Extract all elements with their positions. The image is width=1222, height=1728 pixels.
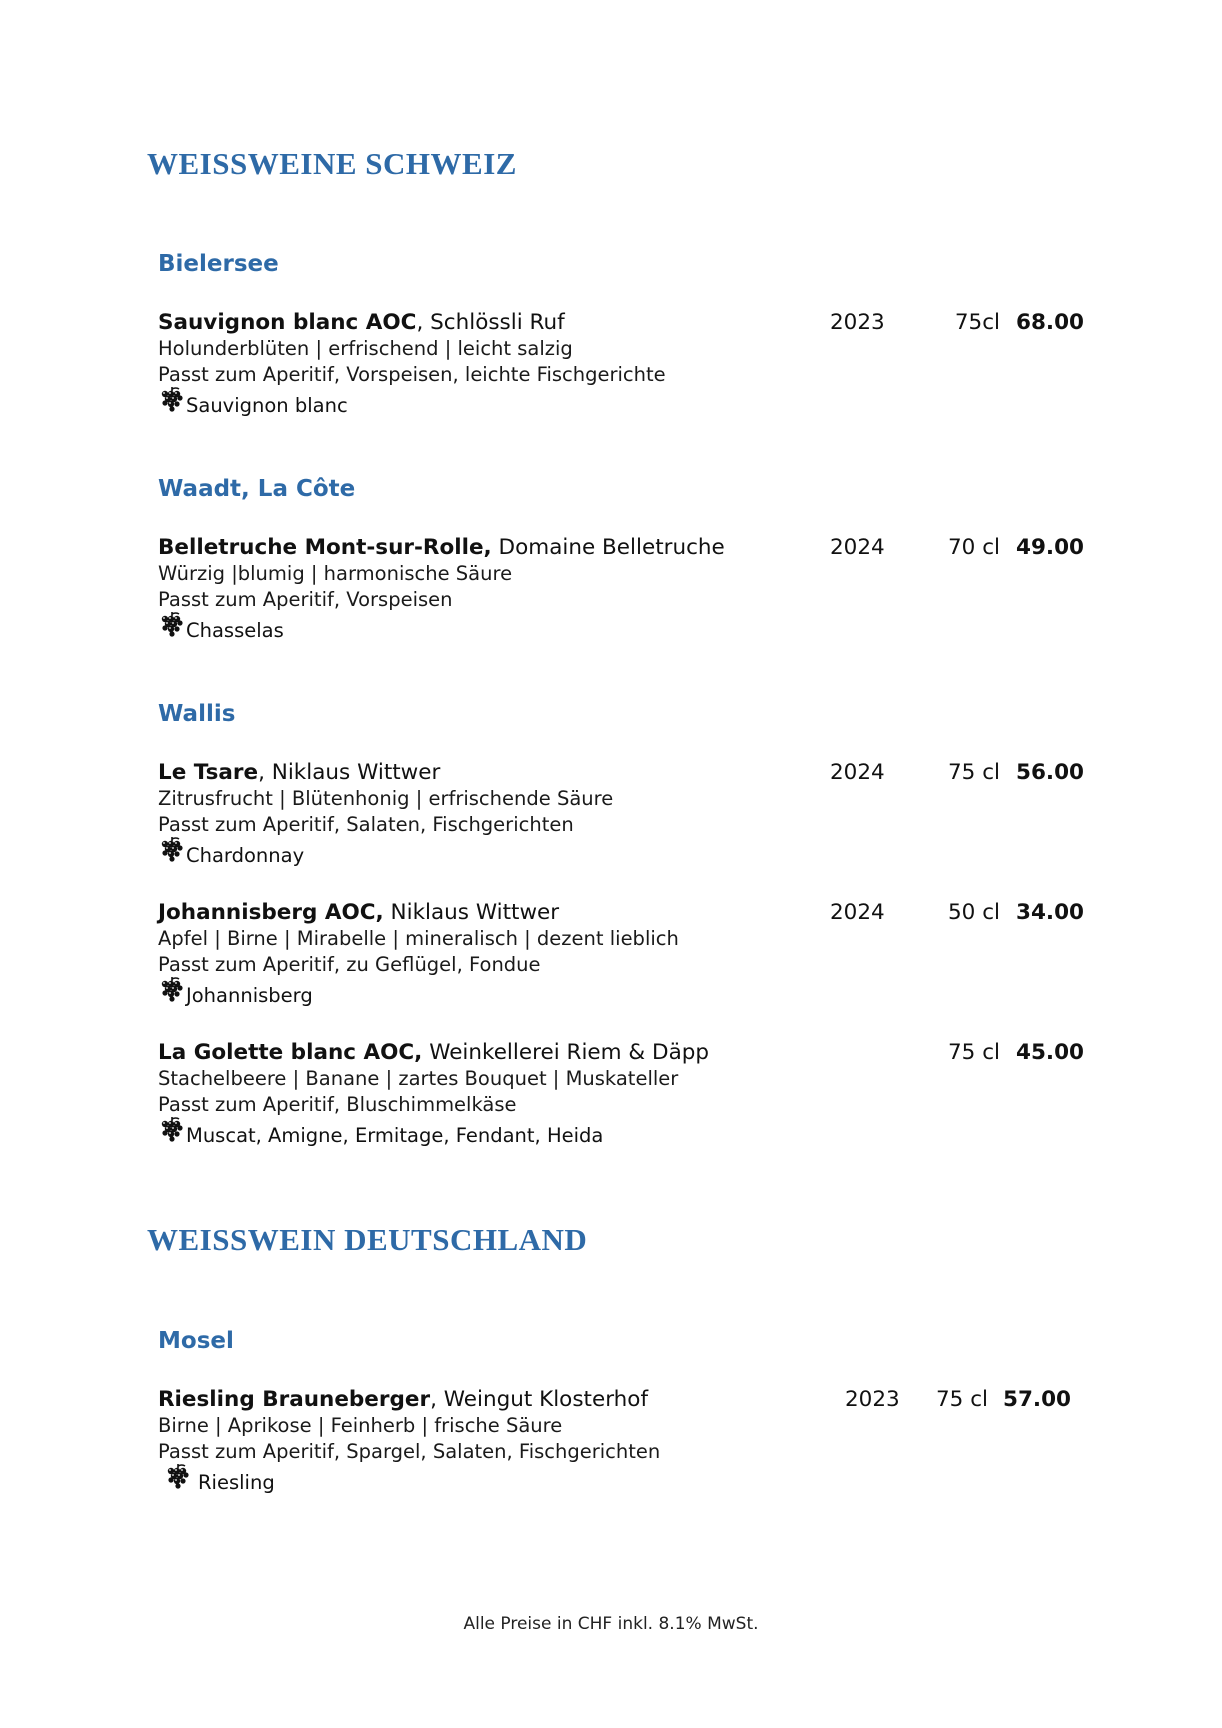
wine-notes: Holunderblüten | erfrischend | leicht salzig xyxy=(158,337,573,360)
wine-pairing: Passt zum Aperitif, Bluschimmelkäse xyxy=(158,1093,517,1116)
wine-notes: Zitrusfrucht | Blütenhonig | erfrischende Säure xyxy=(158,787,614,810)
wine-price: 57.00 xyxy=(1002,1387,1071,1412)
grape-name: Sauvignon blanc xyxy=(186,394,348,417)
wine-name: Sauvignon blanc AOC, Schlössli Ruf xyxy=(158,310,565,335)
wine-notes: Würzig |blumig | harmonische Säure xyxy=(158,562,513,585)
wine-volume: 75 cl xyxy=(936,1387,988,1412)
wine-item xyxy=(0,535,1222,655)
grape-name: Chasselas xyxy=(186,619,284,642)
wine-name: Le Tsare, Niklaus Wittwer xyxy=(158,760,441,785)
grape-cluster-icon xyxy=(160,611,184,637)
wine-volume: 75 cl xyxy=(948,760,1000,785)
wine-year: 2024 xyxy=(830,900,885,925)
grape-cluster-icon xyxy=(160,1116,184,1142)
wine-year: 2023 xyxy=(845,1387,900,1412)
wine-volume: 75cl xyxy=(954,310,1000,335)
wine-pairing: Passt zum Aperitif, Salaten, Fischgerichten xyxy=(158,813,574,836)
wine-price: 56.00 xyxy=(1015,760,1084,785)
wine-item xyxy=(0,1387,1222,1507)
wine-year: 2024 xyxy=(830,760,885,785)
section-title-deutschland: WEISSWEIN DEUTSCHLAND xyxy=(147,1222,588,1257)
wine-pairing: Passt zum Aperitif, Vorspeisen, leichte Fischgerichte xyxy=(158,363,666,386)
wine-notes: Apfel | Birne | Mirabelle | mineralisch | dezent lieblich xyxy=(158,927,679,950)
wine-pairing: Passt zum Aperitif, zu Geflügel, Fondue xyxy=(158,953,541,976)
region-waadt: Waadt, La Côte xyxy=(158,476,356,502)
wine-item xyxy=(0,760,1222,880)
wine-item xyxy=(0,310,1222,430)
wine-pairing: Passt zum Aperitif, Spargel, Salaten, Fischgerichten xyxy=(158,1440,661,1463)
grape-name: Muscat, Amigne, Ermitage, Fendant, Heida xyxy=(186,1124,604,1147)
grape-name: Chardonnay xyxy=(186,844,305,867)
wine-name: Johannisberg AOC, Niklaus Wittwer xyxy=(158,900,560,925)
wine-price: 49.00 xyxy=(1015,535,1084,560)
wine-name: Belletruche Mont-sur-Rolle, Domaine Belletruche xyxy=(158,535,725,560)
wine-item xyxy=(0,900,1222,1020)
wine-volume: 50 cl xyxy=(948,900,1000,925)
wine-price: 34.00 xyxy=(1015,900,1084,925)
wine-pairing: Passt zum Aperitif, Vorspeisen xyxy=(158,588,453,611)
wine-volume: 75 cl xyxy=(948,1040,1000,1065)
grape-cluster-icon xyxy=(166,1463,190,1489)
wine-notes: Stachelbeere | Banane | zartes Bouquet | Muskateller xyxy=(158,1067,679,1090)
wine-year: 2023 xyxy=(830,310,885,335)
grape-cluster-icon xyxy=(160,976,184,1002)
grape-name: Johannisberg xyxy=(186,984,313,1007)
grape-cluster-icon xyxy=(160,836,184,862)
region-bielersee: Bielersee xyxy=(158,251,279,277)
grape-name: Riesling xyxy=(198,1471,275,1494)
wine-name: La Golette blanc AOC, Weinkellerei Riem & Däpp xyxy=(158,1040,710,1065)
wine-year: 2024 xyxy=(830,535,885,560)
section-title-schweiz: WEISSWEINE SCHWEIZ xyxy=(147,146,517,181)
price-footnote: Alle Preise in CHF inkl. 8.1% MwSt. xyxy=(463,1614,759,1634)
region-mosel: Mosel xyxy=(158,1328,234,1354)
grape-cluster-icon xyxy=(160,386,184,412)
wine-name: Riesling Brauneberger, Weingut Klosterhof xyxy=(158,1387,649,1412)
wine-price: 45.00 xyxy=(1015,1040,1084,1065)
wine-item xyxy=(0,1040,1222,1160)
wine-price: 68.00 xyxy=(1015,310,1084,335)
wine-volume: 70 cl xyxy=(948,535,1000,560)
wine-notes: Birne | Aprikose | Feinherb | frische Säure xyxy=(158,1414,563,1437)
region-wallis: Wallis xyxy=(158,701,236,727)
